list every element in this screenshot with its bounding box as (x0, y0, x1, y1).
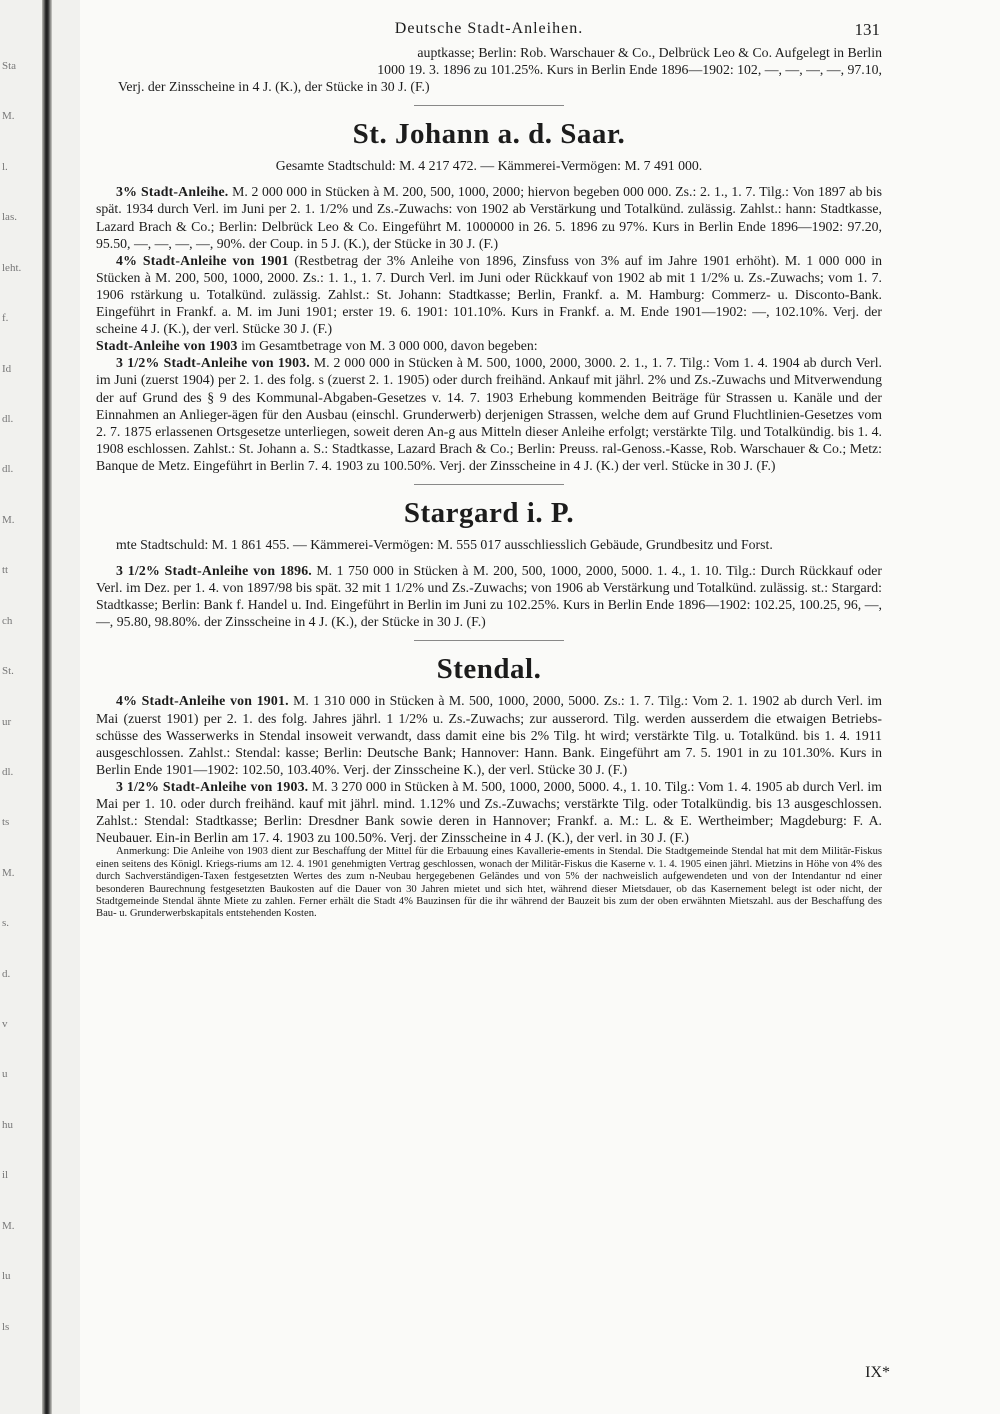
adjacent-page-fragment: dl. (2, 412, 14, 425)
loan-paragraph (96, 692, 882, 777)
loan-text: (Restbetrag der 3% Anleihe von 1896, Zinsfuss von 3% auf im Jahre 1901 erhöht). M. 1 000 000 in Stücken à M. 200, 500, 1000, 2000. Zs.: 1. 1., 1. 7. Durch Verl. im Juni oder Rückkauf von 1902 ab mit 1 1/2% u. Zs.-Zuwachs; vom 1. 7. 1906 rstärkung u. Totalkünd. zulässig. Zahlst.: St. Johann: Stadtkasse; Berlin, Frankf. a. M. Hamburg: Commerz- u. Disconto-Bank. Eingeführt in Frankf. a. M. im Juni 1901; erster 19. 6. 1901: 101.10%. Kurs in Frankf. a. M. Ende 1901—1902: —, 102.10%. Verj. der scheine 4 J. (K.), der verl. Stücke 30 J. (F.) (96, 252, 882, 337)
adjacent-page-fragment: M. (2, 513, 15, 526)
adjacent-page-fragment: ch (2, 614, 13, 627)
adjacent-page-fragment: ls (2, 1320, 10, 1333)
adjacent-page-fragment: u (2, 1068, 8, 1081)
loan-text: M. 1 310 000 in Stücken à M. 500, 1000, 2000, 5000. Zs.: 1. 7. Tilg.: Vom 2. 1. 1902 ab durch Verl. im Mai (zuerst 1901) per 2. 1. des folg. Jahres jährl. 1 1/2% u. Zs.-Zuwachs; zur ausserord. Tilg. werden ausserdem die etwaigen Betriebs-schüsse des Wasserwerks in Stendal insoweit verwandt, dass damit eine bis 2% Tilg. ht wird; verstärkte Tilg. u. Totalkünd. bis 1. 4. 1911 ausgeschlossen. Zahlst.: Stendal: kasse; Berlin: Deutsche Bank; Hannover: Hann. Bank. Eingeführt am 7. 5. 1901 in zu 101.30%. Kurs in Berlin Ende 1901—1902: 102.50, 103.40%. Verj. der Zinsscheine K.), der verl. Stücke 30 J. (F.) (96, 693, 882, 777)
loan-title: 4% Stadt-Anleihe von 1901. (116, 693, 289, 709)
loan-text: im Gesamtbetrage von M. 3 000 000, davon begeben: (241, 338, 538, 354)
adjacent-page-fragment: s. (2, 917, 10, 930)
entry-stargard (96, 497, 882, 630)
adjacent-page-fragment: il (2, 1169, 9, 1182)
loan-title: 3 1/2% Stadt-Anleihe von 1903. (116, 778, 309, 794)
adjacent-page-fragment: dl. (2, 765, 14, 778)
adjacent-page-fragment: hu (2, 1118, 13, 1131)
loan-paragraph (96, 354, 882, 474)
page-number: 131 (854, 20, 880, 39)
adjacent-page-fragment: M. (2, 1219, 15, 1232)
binding-gutter (42, 0, 52, 1414)
adjacent-page-fragment: M. (2, 866, 15, 879)
prev-line-2: 1000 19. 3. 1896 zu 101.25%. Kurs in Berlin Ende 1896—1902: 102, —, —, —, —, 97.10, (377, 62, 882, 78)
loan-title: Stadt-Anleihe von 1903 (96, 338, 238, 354)
adjacent-page-fragment: M. (2, 110, 15, 123)
adjacent-page-fragment: l. (2, 160, 8, 173)
loan-text: M. 1 750 000 in Stücken à M. 200, 500, 1000, 2000, 5000. 1. 4., 1. 10. Tilg.: Durch Rückkauf oder Verl. im Dez. per 1. 4. von 1897/98 bis spät. 32 mit 1 1/2% und Zs.-Zuwachs; von 1906 ab Verstärkung und Totalkünd. zulässig. st.: Stargard: Stadtkasse; Berlin: Bank f. Handel u. Ind. Eingeführt in Berlin im Juni zu 102.25%. Kurs in Berlin Ende 1896—1902: 102.25, 100.25, 96, —, —, 95.80, 98.80%. der Zinsscheine in 4 J. (K.), der Stücke in 30 J. (F.) (96, 563, 882, 630)
signature-mark: IX* (865, 1364, 890, 1381)
prev-line-1: auptkasse; Berlin: Rob. Warschauer & Co., Delbrück Leo & Co. Aufgelegt in Berlin (417, 45, 882, 60)
loan-title: 3 1/2% Stadt-Anleihe von 1903. (116, 355, 310, 371)
adjacent-page-fragment: v (2, 1018, 8, 1031)
page-header (96, 14, 882, 44)
city-heading: Stargard i. P. (403, 496, 575, 529)
city-heading: St. Johann a. d. Saar. (352, 118, 626, 151)
loan-title: 3 1/2% Stadt-Anleihe von 1896. (116, 563, 312, 579)
adjacent-page-fragment: d. (2, 967, 11, 980)
entry-stendal (96, 653, 882, 920)
loan-text: M. 2 000 000 in Stücken à M. 200, 500, 1000, 2000; hiervon begeben 000 000. Zs.: 2. 1., 1. 7. Tilg.: Von 1897 ab bis spät. 1934 durch Verl. im Juni per 2. 1. 1/2% und Zs.-Zuwachs: von 1902 ab Verstärkung und Totalkünd. zulässig. Zahlst.: hann: Stadtkasse, Lazard Brach & Co.; Berlin: Delbrück Leo & Co. Eingeführt M. 1000000 in 26. 5. 1896 zu 97%. Kurs in Berlin Ende 1896—1902: 97.20, 95.50, —, —, —, —, 90%. der Coup. in 5 J. (K.), der Stücke in 30 J. (F.) (96, 184, 882, 251)
adjacent-page-fragment: tt (2, 564, 9, 577)
adjacent-page-edge (0, 0, 80, 1414)
entry-st-johann (96, 118, 882, 474)
adjacent-page-fragment: Id (2, 362, 12, 375)
loan-paragraph (96, 183, 882, 251)
adjacent-page-fragment: St. (2, 665, 14, 678)
loan-title: 4% Stadt-Anleihe von 1901 (116, 252, 289, 268)
loan-paragraph (96, 778, 882, 846)
loan-title: 3% Stadt-Anleihe. (116, 184, 229, 200)
adjacent-page-fragment: dl. (2, 463, 14, 476)
separator-rule (414, 640, 564, 641)
debt-summary: mte Stadtschuld: M. 1 861 455. — Kämmerei-Vermögen: M. 555 017 ausschliesslich Gebäude, Grundbesitz und Forst. (116, 536, 773, 552)
loan-paragraph (96, 562, 882, 630)
adjacent-page-fragment: ts (2, 816, 10, 829)
running-title: Deutsche Stadt-Anleihen. (394, 20, 584, 37)
separator-rule (414, 105, 564, 106)
loan-text: M. 3 270 000 in Stücken à M. 500, 1000, 2000, 5000. 4., 1. 10. Tilg.: Vom 1. 4. 1905 ab durch Verl. im Mai per 1. 10. oder durch freihänd. kauf mit jährl. mind. 1.12% und Zs.-Zuwachs; verstärkte Tilg. oder Totalkündig. bis 13 ausgeschlossen. Zahlst.: Stendal: Stadtkasse; Berlin: Dresdner Bank sowie deren in Hannover; Frankf. a. M.: L. & E. Wertheimber; Magdeburg: F. A. Neubauer. Ein-in Berlin am 17. 4. 1903 zu 100.50%. Verj. der Zinsscheine in 4 J. (K.), der verl. in 30 J. (F.) (96, 778, 882, 846)
adjacent-page-fragment: las. (2, 211, 17, 224)
prev-line-3: Verj. der Zinsscheine in 4 J. (K.), der Stücke in 30 J. (F.) (118, 79, 430, 95)
adjacent-page-fragment: lu (2, 1270, 11, 1283)
debt-summary: Gesamte Stadtschuld: M. 4 217 472. — Kämmerei-Vermögen: M. 7 491 000. (275, 158, 703, 174)
document-page (96, 14, 882, 1404)
previous-entry-continuation (96, 44, 882, 95)
city-heading: Stendal. (436, 653, 542, 686)
loan-paragraph (96, 337, 882, 354)
footnote-anmerkung: Anmerkung: Die Anleihe von 1903 dient zur Beschaffung der Mittel für die Erbauung eines Kavallerie-ements in Stendal. Die Stadtgemeinde Stendal hat mit dem Militär-Fiskus einen seitens des Königl. Kriegs-riums am 12. 4. 1901 genehmigten Vertrag geschlossen, wonach der Militär-Fiskus die Kaserne v. 1. 4. 1905 einen jährl. Mietzins in Höhe von 4% des durch Sachverständigen-Taxen festgesetzten Wertes des zum n-Neubau hergegebenen Geländes und von 5% der nachweislich aufgewendeten und von der Intendantur nd einer besonderen Baurechnung festgesetzten Baukosten auf die Dauer von 30 Jahren mietet und sich htet, während dieser Mietsdauer, ob das Kasernement belegt ist oder nicht, der Stadtgemeinde Stendal ähnte Miete zu zahlen. Ferner erhält die Stadt 4% Bauzinsen für die ihr während der Bauzeit bis zum der oben erwähnten Mietszahl. aus der Beschaffung des Bau- u. Grunderwerbskapitals entstehenden Kosten. (96, 846, 882, 920)
adjacent-page-fragment: Sta (2, 60, 17, 72)
loan-text: M. 2 000 000 in Stücken à M. 500, 1000, 2000, 3000. 2. 1., 1. 7. Tilg.: Vom 1. 4. 1904 ab durch Verl. im Juni (zuerst 1904) per 2. 1. des folg. s (zuerst 2. 1. 1905) oder durch freihänd. Ankauf mit jährl. 2% und Zs.-Zuwachs und Mitverwendung der auf Grund des § 9 des Kommunal-Abgaben-Gesetzes v. 14. 7. 1903 Erhebung kommenden Beiträge für Strassen u. Kanäle und der Einnahmen an Anlieger-ägen für den Ausbau (einschl. Grunderwerb) derjenigen Strassen, welche dem auf Grund Fluchtlinien-Gesetzes vom 2. 7. 1875 erlassenen Ortsgesetze unterliegen, soweit deren An-g aus Mitteln dieser Anleihe erfolgt; verstärkte Tilg. und Totalkündig. bis 1. 4. 1908 eschlossen. Zahlst.: St. Johann a. S.: Stadtkasse, Lazard Brach & Co.; Berlin: Preuss. ral-Genoss.-Kasse, Rob. Warschauer & Co.; Metz: Banque de Metz. Eingeführt in Berlin 7. 4. 1903 zu 100.50%. Verj. der Zinsscheine in 4 J. (K.) der verl. Stücke in 30 J. (F.) (96, 355, 883, 473)
separator-rule (414, 484, 564, 485)
adjacent-page-fragment: f. (2, 312, 9, 325)
adjacent-page-fragment: leht. (2, 261, 22, 274)
adjacent-page-fragment: ur (2, 715, 12, 728)
loan-paragraph (96, 252, 882, 337)
